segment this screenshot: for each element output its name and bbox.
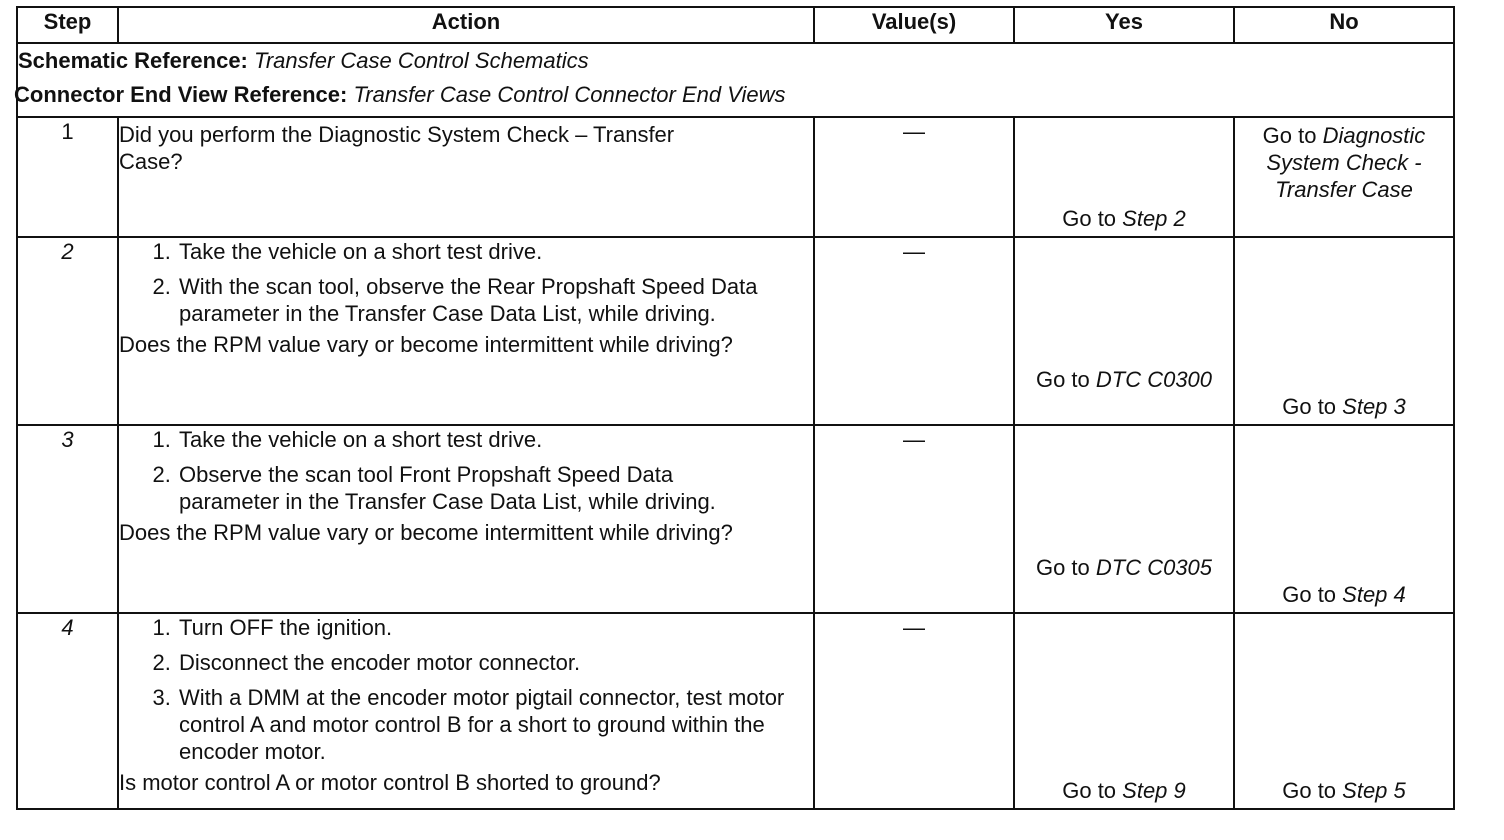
yes-cell [1014, 425, 1234, 613]
table-row-step-2 [17, 237, 1454, 425]
action-cell [118, 117, 814, 237]
action-steps [119, 426, 813, 515]
header-step: Step [17, 7, 118, 43]
value-cell: — [814, 237, 1014, 425]
action-step-item: 3. With a DMM at the encoder motor pigtail connector, test motor control A and motor control B for a short to ground within the encoder motor. [177, 684, 813, 765]
diagnostic-table [16, 6, 1455, 810]
action-steps [119, 238, 813, 327]
action-cell [118, 425, 814, 613]
step-number: 3 [17, 425, 118, 613]
schematic-reference-value: Transfer Case Control Schematics [254, 48, 589, 73]
no-action: Go to Step 4 [1282, 582, 1406, 607]
step-number: 2 [17, 237, 118, 425]
action-steps [119, 614, 813, 765]
no-action: Go to Step 5 [1282, 778, 1406, 803]
header-row [17, 7, 1454, 43]
value-cell: — [814, 425, 1014, 613]
no-cell [1234, 613, 1454, 809]
value-cell: — [814, 613, 1014, 809]
action-step-item: 1. Take the vehicle on a short test drive. [177, 426, 813, 453]
action-question: Does the RPM value vary or become intermittent while driving? [119, 332, 733, 357]
connector-reference-value: Transfer Case Control Connector End Views [353, 82, 786, 107]
header-values: Value(s) [814, 7, 1014, 43]
no-action: Go to Diagnostic System Check - Transfer Case [1262, 123, 1426, 202]
schematic-reference [18, 44, 1453, 78]
step-number: 1 [17, 117, 118, 237]
no-cell [1234, 237, 1454, 425]
table-row-step-1 [17, 117, 1454, 237]
action-question: Does the RPM value vary or become intermittent while driving? [119, 520, 733, 545]
action-step-item: 2. Observe the scan tool Front Propshaft Speed Data parameter in the Transfer Case Data List, while driving. [177, 461, 813, 515]
action-cell [118, 237, 814, 425]
value-cell: — [814, 117, 1014, 237]
header-action: Action [118, 7, 814, 43]
header-no: No [1234, 7, 1454, 43]
yes-action: Go to Step 9 [1062, 778, 1186, 803]
connector-reference [14, 78, 1453, 112]
action-step-item: 1. Take the vehicle on a short test drive. [177, 238, 813, 265]
step-number: 4 [17, 613, 118, 809]
reference-cell [14, 43, 1454, 117]
no-cell [1234, 425, 1454, 613]
table-row-step-3 [17, 425, 1454, 613]
action-step-item: 2. With the scan tool, observe the Rear Propshaft Speed Data parameter in the Transfer Case Data List, while driving. [177, 273, 813, 327]
yes-action: Go to DTC C0300 [1035, 367, 1213, 392]
header-yes: Yes [1014, 7, 1234, 43]
action-question: Is motor control A or motor control B shorted to ground? [119, 770, 661, 795]
no-cell [1234, 117, 1454, 237]
schematic-reference-label: Schematic Reference: [18, 48, 248, 73]
reference-row [17, 43, 1454, 117]
yes-cell [1014, 237, 1234, 425]
action-step-item: 1. Turn OFF the ignition. [177, 614, 813, 641]
yes-action: Go to Step 2 [1062, 206, 1186, 231]
yes-cell [1014, 117, 1234, 237]
action-cell [118, 613, 814, 809]
no-action: Go to Step 3 [1282, 394, 1406, 419]
action-step-item: 2. Disconnect the encoder motor connector. [177, 649, 813, 676]
yes-action: Go to DTC C0305 [1035, 555, 1213, 580]
connector-reference-label: Connector End View Reference: [14, 82, 348, 107]
yes-cell [1014, 613, 1234, 809]
table-row-step-4 [17, 613, 1454, 809]
action-question: Did you perform the Diagnostic System Check – Transfer Case? [119, 122, 675, 174]
